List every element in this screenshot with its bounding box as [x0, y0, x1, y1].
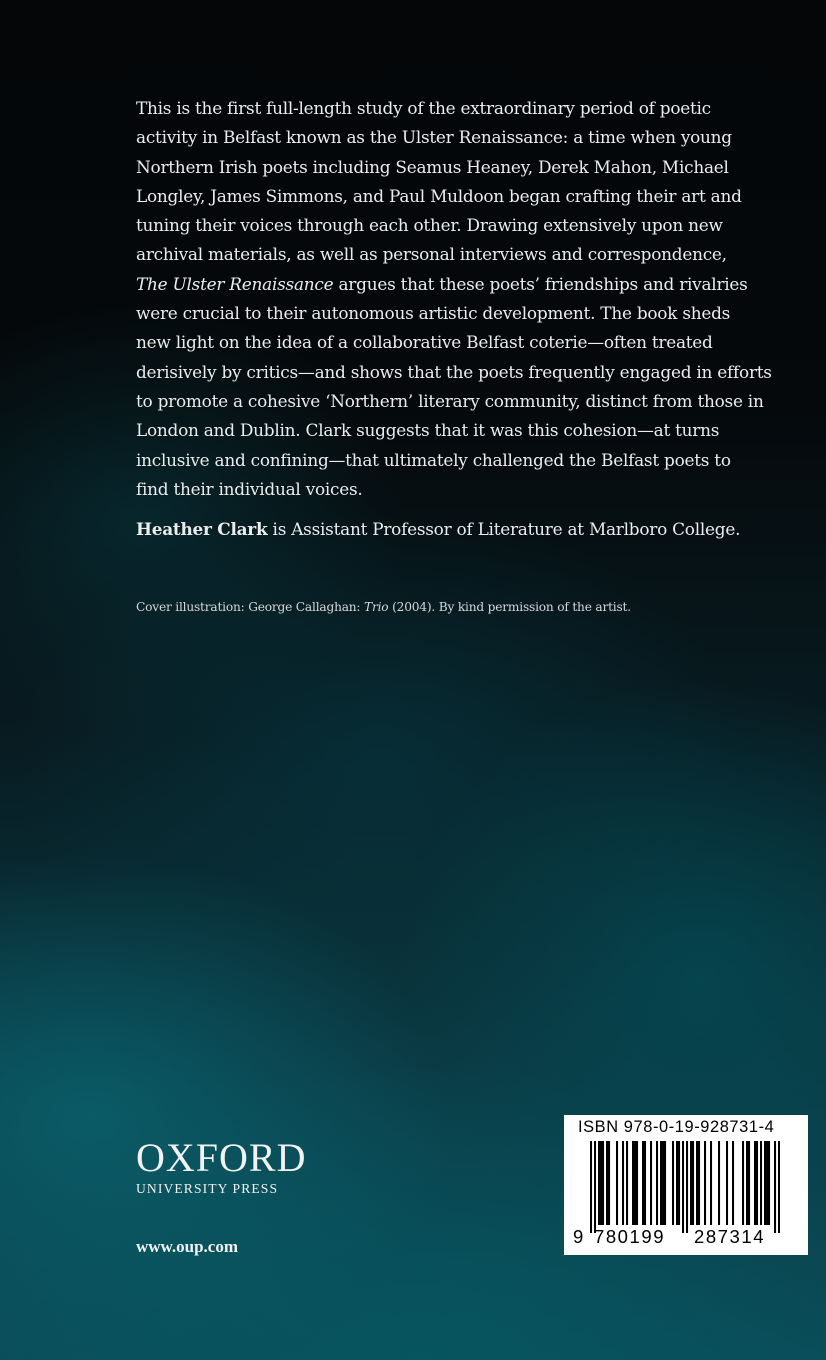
barcode-bar — [672, 1141, 674, 1225]
barcode-bar — [704, 1141, 706, 1225]
barcode-bar — [760, 1141, 762, 1225]
barcode-digits — [572, 1226, 804, 1248]
description-line: new light on the idea of a collaborative Belfast coterie—often treated — [136, 332, 713, 353]
barcode-bar — [766, 1141, 768, 1225]
barcode-bar — [642, 1141, 644, 1225]
barcode-bar — [732, 1141, 734, 1225]
barcode-bar — [632, 1141, 634, 1225]
barcode-bar — [644, 1141, 646, 1225]
description-line-rest: argues that these poets’ friendships and rivalries — [338, 273, 748, 294]
barcode-bar — [594, 1141, 596, 1233]
description-line: archival materials, as well as personal interviews and correspondence, — [136, 244, 727, 265]
author-bio-text: is Assistant Professor of Literature at Marlboro College. — [267, 519, 741, 539]
barcode-bar — [616, 1141, 618, 1225]
barcode-bar — [590, 1141, 592, 1233]
barcode-bar — [636, 1141, 638, 1225]
barcode-bar — [626, 1141, 628, 1225]
barcode-right-digits: 287314 — [694, 1226, 766, 1247]
barcode-bar — [698, 1141, 700, 1225]
barcode-bar — [602, 1141, 604, 1225]
barcode-bar — [764, 1141, 766, 1225]
publisher-subtitle: UNIVERSITY PRESS — [136, 1181, 279, 1196]
description-line: inclusive and confining—that ultimately challenged the Belfast poets to — [136, 449, 731, 470]
description-line: find their individual voices. — [136, 478, 363, 499]
barcode-bar — [718, 1141, 720, 1225]
barcode-bar — [678, 1141, 680, 1225]
barcode-bar — [710, 1141, 712, 1225]
barcode-bar — [774, 1141, 776, 1233]
description-line: Longley, James Simmons, and Paul Muldoon began crafting their art and — [136, 185, 742, 206]
publisher-logo — [136, 1136, 326, 1197]
barcode-bar — [682, 1141, 684, 1233]
barcode-bar — [656, 1141, 658, 1225]
author-name: Heather Clark — [136, 519, 268, 539]
description-line: Northern Irish poets including Seamus Heaney, Derek Mahon, Michael — [136, 156, 729, 177]
barcode-bar — [756, 1141, 758, 1225]
description-line: This is the first full-length study of the extraordinary period of poetic — [136, 98, 711, 118]
barcode-bar — [726, 1141, 728, 1225]
credit-prefix: Cover illustration: George Callaghan: — [136, 600, 365, 614]
barcode-lead-digit: 9 — [573, 1226, 584, 1247]
barcode-bar — [742, 1141, 744, 1225]
barcode-bar — [662, 1141, 664, 1225]
description-line: were crucial to their autonomous artistic development. The book sheds — [136, 303, 731, 324]
barcode-bar — [598, 1141, 600, 1225]
description-line: activity in Belfast known as the Ulster Renaissance: a time when young — [136, 127, 732, 148]
barcode-bar — [748, 1141, 750, 1225]
credit-suffix: (2004). By kind permission of the artist. — [388, 600, 631, 614]
barcode-bar — [664, 1141, 666, 1225]
book-title-italic: The Ulster Renaissance — [136, 273, 334, 294]
barcode-graphic — [590, 1141, 780, 1233]
book-description — [136, 94, 816, 504]
barcode-bar — [692, 1141, 694, 1225]
barcode-bar — [608, 1141, 610, 1225]
artwork-title: Trio — [364, 600, 389, 614]
barcode-bar — [768, 1141, 770, 1225]
barcode-panel — [564, 1115, 808, 1255]
barcode-bar — [754, 1141, 756, 1225]
barcode-bar — [622, 1141, 624, 1225]
barcode-left-digits: 780199 — [594, 1226, 666, 1247]
description-line: London and Dublin. Clark suggests that it was this cohesion—at turns — [136, 420, 720, 441]
publisher-website-link[interactable]: www.oup.com — [136, 1237, 239, 1256]
barcode-bar — [660, 1141, 662, 1225]
barcode-bar — [696, 1141, 698, 1225]
barcode-bar — [676, 1141, 678, 1225]
isbn-label: ISBN 978-0-19-928731-4 — [578, 1118, 775, 1136]
publisher-name: OXFORD — [136, 1135, 307, 1180]
barcode-bar — [606, 1141, 608, 1225]
barcode-bar — [634, 1141, 636, 1225]
barcode-bar — [746, 1141, 748, 1225]
description-line: tuning their voices through each other. Drawing extensively upon new — [136, 215, 723, 236]
cover-illustration-credit — [136, 598, 631, 616]
barcode-bar — [650, 1141, 652, 1225]
barcode-bar — [690, 1141, 692, 1225]
description-line: to promote a cohesive ‘Northern’ literary community, distinct from those in — [136, 390, 764, 411]
barcode-bar — [600, 1141, 602, 1225]
barcode-bar — [778, 1141, 780, 1233]
description-line: derisively by critics—and shows that the poets frequently engaged in efforts — [136, 361, 772, 382]
author-bio — [136, 515, 816, 544]
description-line-with-title — [136, 270, 816, 299]
barcode-bar — [686, 1141, 688, 1233]
